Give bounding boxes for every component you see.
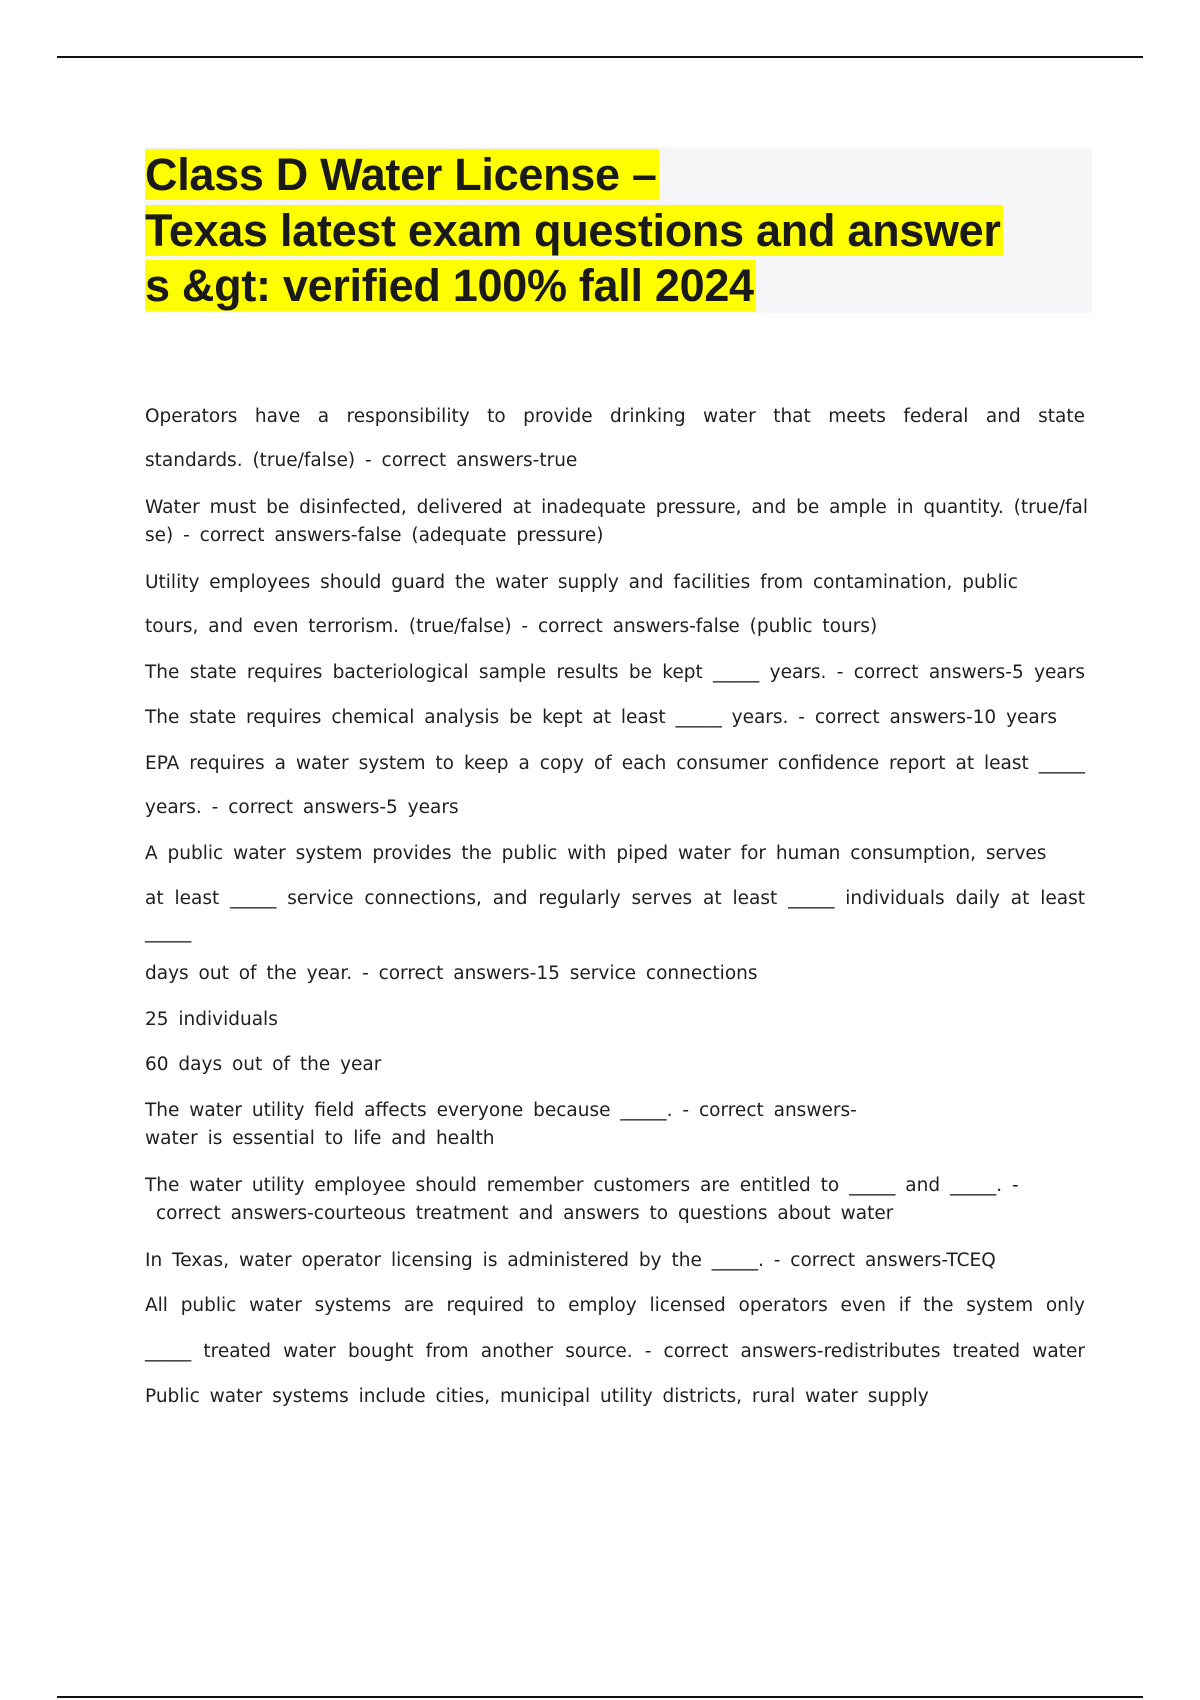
text-line: days out of the year. - correct answers-15 service connections [145, 963, 758, 984]
text-line: A public water system provides the public with piped water for human consumption, serves [145, 843, 1047, 864]
text-line: _____ [145, 922, 192, 943]
text-line: correct answers-courteous treatment and answers to questions about water [156, 1203, 894, 1224]
text-line: Operators have a responsibility to provide drinking water that meets federal and state [145, 406, 1085, 427]
text-line: The state requires bacteriological sample results be kept _____ years. - correct answers-5 years [145, 662, 1085, 683]
text-line: The water utility field affects everyone because _____. - correct answers- [145, 1100, 857, 1121]
text-line: Water must be disinfected, delivered at inadequate pressure, and be ample in quantity. (true/fal [145, 497, 1089, 518]
text-line: Utility employees should guard the water supply and facilities from contamination, public [145, 572, 1018, 593]
text-line: EPA requires a water system to keep a copy of each consumer confidence report at least _____ [145, 753, 1085, 774]
text-line: tours, and even terrorism. (true/false) - correct answers-false (public tours) [145, 616, 878, 637]
text-line: years. - correct answers-5 years [145, 797, 459, 818]
text-line: se) - correct answers-false (adequate pressure) [145, 525, 604, 546]
header-rule [57, 56, 1143, 58]
text-line: 25 individuals [145, 1009, 278, 1030]
document-title [145, 147, 1092, 313]
title-line-1: Class D Water License – [145, 149, 657, 200]
text-line: The state requires chemical analysis be kept at least _____ years. - correct answers-10 years [145, 707, 1057, 728]
text-line: at least _____ service connections, and regularly serves at least _____ individuals daily at least [145, 888, 1085, 909]
text-line: water is essential to life and health [145, 1128, 495, 1149]
text-line: standards. (true/false) - correct answers-true [145, 450, 578, 471]
text-line: 60 days out of the year [145, 1054, 382, 1075]
text-line: All public water systems are required to employ licensed operators even if the system only [145, 1295, 1085, 1316]
text-line: In Texas, water operator licensing is administered by the _____. - correct answers-TCEQ [145, 1250, 996, 1271]
title-line-3: s &gt: verified 100% fall 2024 [145, 260, 754, 311]
text-line: Public water systems include cities, municipal utility districts, rural water supply [145, 1386, 929, 1407]
title-line-2: Texas latest exam questions and answer [145, 205, 1001, 256]
text-line: _____ treated water bought from another source. - correct answers-redistributes treated water [145, 1341, 1085, 1362]
footer-rule [57, 1696, 1143, 1698]
text-line: The water utility employee should remember customers are entitled to _____ and _____. - [145, 1175, 1019, 1196]
